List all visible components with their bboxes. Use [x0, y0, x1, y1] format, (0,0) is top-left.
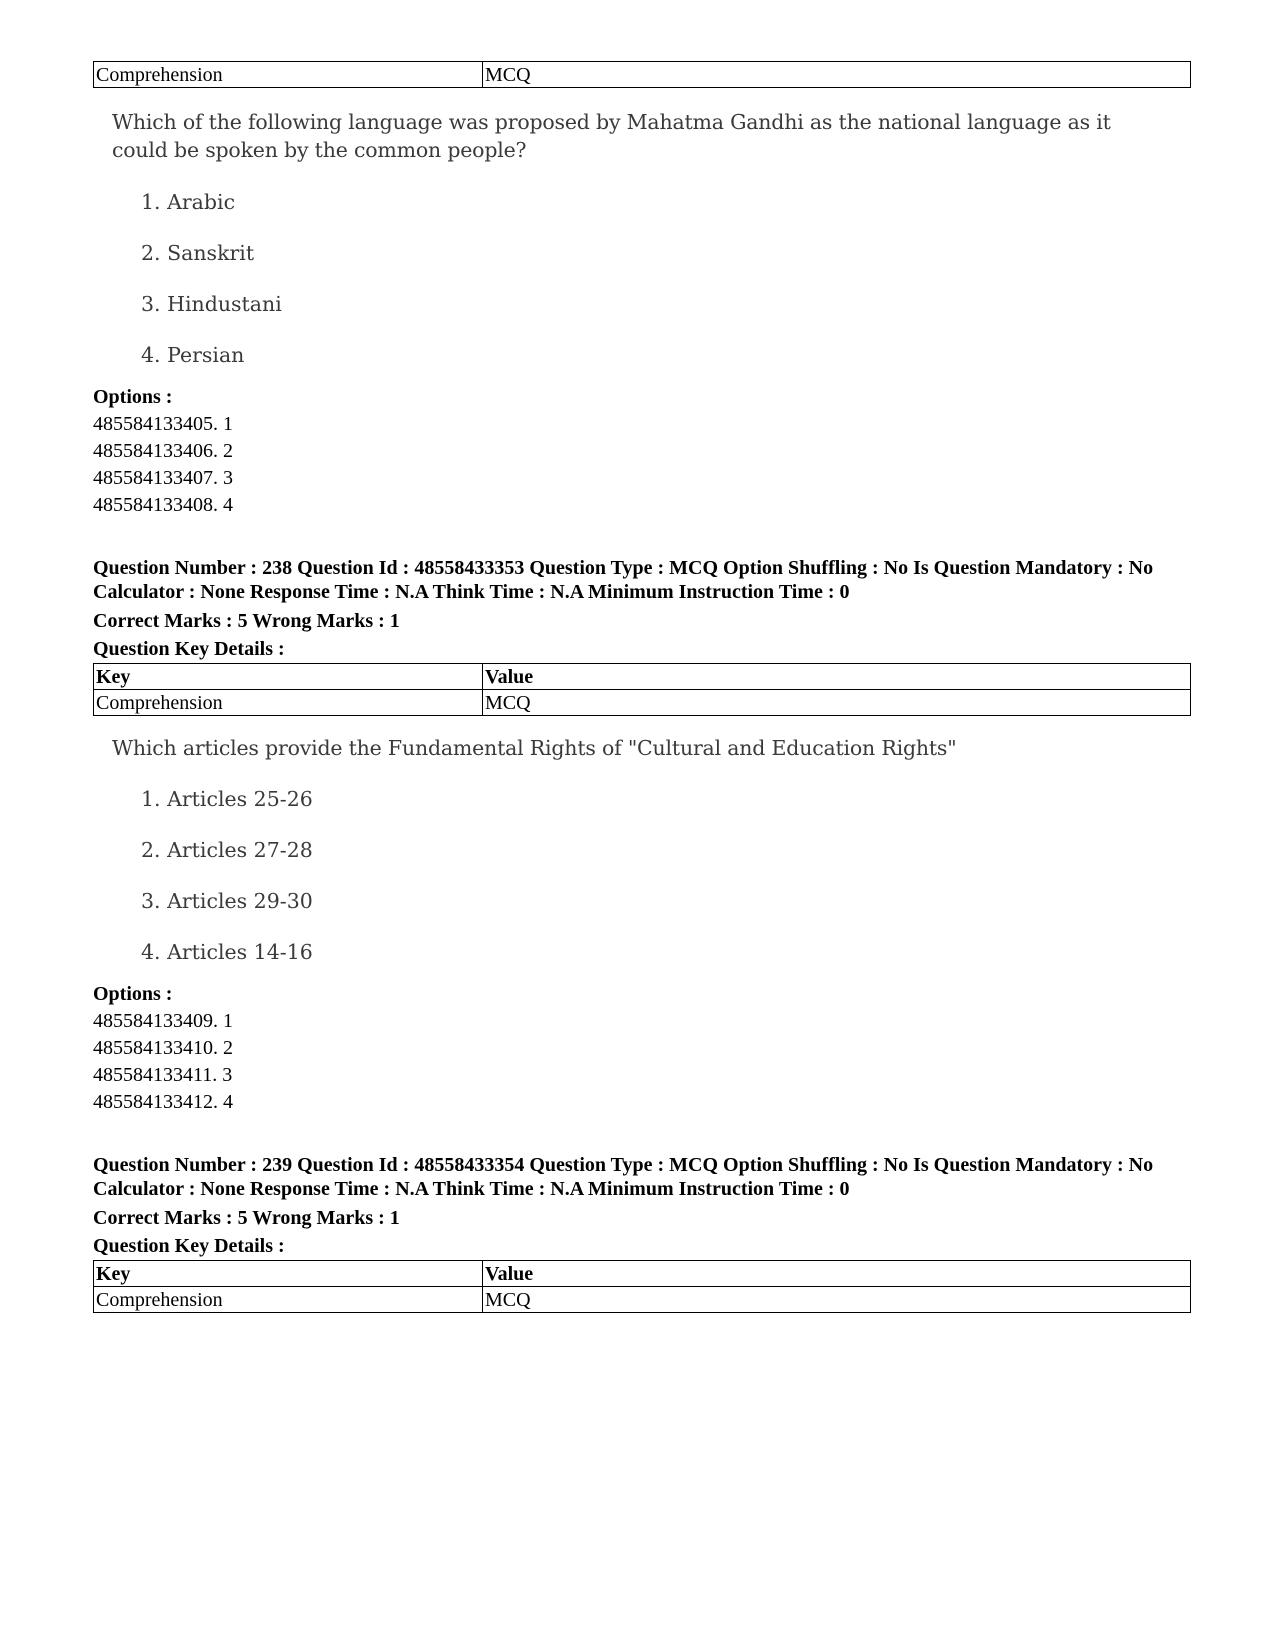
table-header-row: [94, 664, 1191, 690]
document-page: [93, 61, 1191, 1313]
option-id-line: 485584133405. 1: [93, 413, 233, 435]
table-header-key: Key: [94, 1261, 483, 1287]
table-header-key: Key: [94, 664, 483, 690]
option-id-line: 485584133409. 1: [93, 1010, 233, 1032]
table-cell-value: MCQ: [483, 690, 1191, 716]
choice-item: 2. Sanskrit: [141, 241, 255, 265]
table-row: [94, 690, 1191, 716]
choice-item: 4. Persian: [141, 343, 245, 367]
choice-item: 1. Arabic: [141, 190, 236, 214]
table-row: [94, 62, 1191, 88]
table-cell-value: MCQ: [483, 62, 1191, 88]
question-meta: Question Number : 239 Question Id : 48558433354 Question Type : MCQ Option Shuffling : No Is Question Mandatory : No Calculator : None Response Time : N.A Think Time : N.A Minimum Instruction Time : 0: [93, 1154, 1154, 1200]
option-id-line: 485584133408. 4: [93, 494, 233, 516]
question-text: Which articles provide the Fundamental Rights of "Cultural and Education Rights": [112, 736, 957, 760]
key-value-table: [93, 1260, 1191, 1313]
table-cell-value: MCQ: [483, 1287, 1191, 1313]
options-label: Options :: [93, 983, 173, 1005]
question-image-237: [93, 108, 1191, 369]
choice-item: 1. Articles 25-26: [141, 787, 313, 811]
option-id-line: 485584133411. 3: [93, 1064, 233, 1086]
option-id-line: 485584133406. 2: [93, 440, 233, 462]
question-image-238: [93, 734, 1191, 966]
table-cell-key: Comprehension: [94, 690, 483, 716]
choice-item: 4. Articles 14-16: [141, 940, 313, 964]
key-value-table-top: [93, 61, 1191, 88]
question-text: Which of the following language was proposed by Mahatma Gandhi as the national language as it could be spoken by the common people?: [112, 110, 1111, 162]
choice-item: 3. Hindustani: [141, 292, 282, 316]
table-row: [94, 1287, 1191, 1313]
option-id-line: 485584133412. 4: [93, 1091, 233, 1113]
option-id-line: 485584133410. 2: [93, 1037, 233, 1059]
table-header-value: Value: [483, 664, 1191, 690]
question-meta: Question Number : 238 Question Id : 48558433353 Question Type : MCQ Option Shuffling : No Is Question Mandatory : No Calculator : None Response Time : N.A Think Time : N.A Minimum Instruction Time : 0: [93, 557, 1154, 603]
key-details-label: Question Key Details :: [93, 1235, 285, 1257]
choice-item: 3. Articles 29-30: [141, 889, 313, 913]
table-cell-key: Comprehension: [94, 1287, 483, 1313]
options-label: Options :: [93, 386, 173, 408]
table-header-value: Value: [483, 1261, 1191, 1287]
marks-line: Correct Marks : 5 Wrong Marks : 1: [93, 1207, 400, 1229]
marks-line: Correct Marks : 5 Wrong Marks : 1: [93, 610, 400, 632]
choice-item: 2. Articles 27-28: [141, 838, 313, 862]
table-cell-key: Comprehension: [94, 62, 483, 88]
key-value-table: [93, 663, 1191, 716]
key-details-label: Question Key Details :: [93, 638, 285, 660]
table-header-row: [94, 1261, 1191, 1287]
option-id-line: 485584133407. 3: [93, 467, 233, 489]
